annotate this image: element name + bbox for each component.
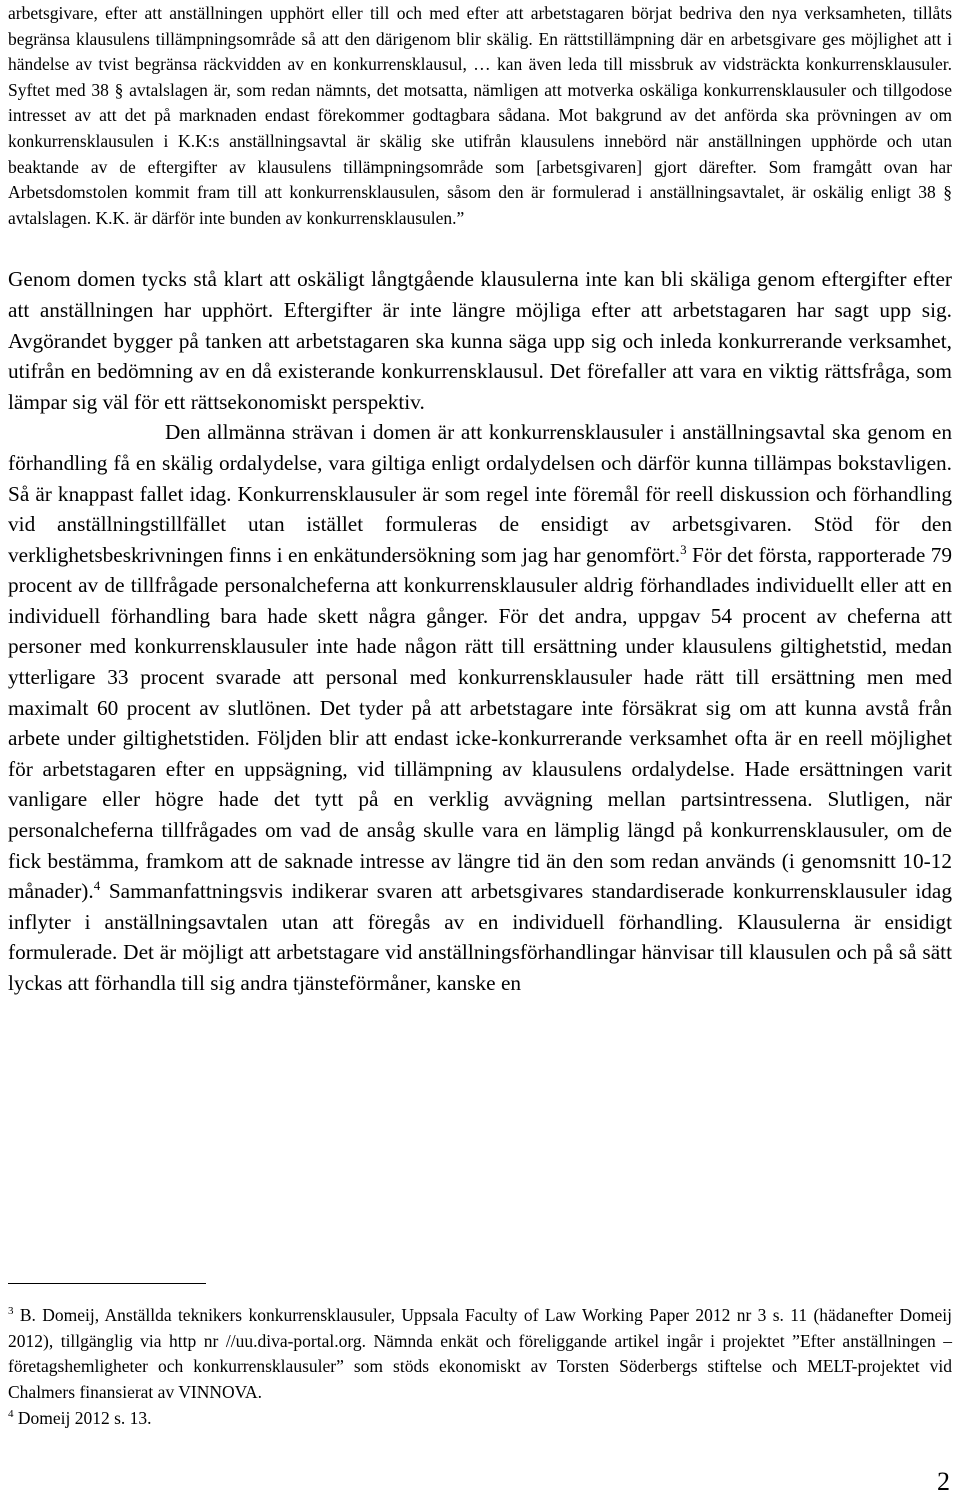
footnote-4-text: Domeij 2012 s. 13. <box>13 1407 152 1428</box>
footnote-separator <box>8 1283 206 1284</box>
paragraph-2 <box>8 417 952 998</box>
footnotes <box>8 1303 952 1432</box>
document-page <box>8 0 952 1496</box>
paragraph-1 <box>8 264 952 417</box>
paragraph-1-text: Genom domen tycks stå klart att oskäligt långtgående klausulerna inte kan bli skäliga genom eftergifter efter att anställningen har upphört. Eftergifter är inte längre möjliga efter att arbetstagaren har sagt upp sig. Avgörandet bygger på tanken att arbetstagaren ska kunna säga upp sig och inleda konkurrerande verksamhet, utifrån en bedömning av en då existerande konkurrensklausul. Det förefaller att vara en viktig rättsfråga, som lämpar sig väl för ett rättsekonomiskt perspektiv. <box>8 267 952 414</box>
paragraph-2-text-part-1: Den allmänna strävan i domen är att konkurrensklausuler i anställningsavtal ska genom en förhandling få en skälig ordalydelse, vara giltiga enligt ordalydelsen och därför kunna tillämpas bokstavligen. Så är knappast fallet idag. Konkurrensklausuler är som regel inte föremål för reell diskussion och förhandling vid anställningstillfället utan istället formuleras de ensidigt av arbetsgivaren. Stöd för den verklighetsbeskrivningen finns i en enkätundersökning som jag har genomfört. <box>8 420 952 567</box>
paragraph-2-text-part-2: För det första, rapporterade 79 procent av de tillfrågade personalcheferna att konkurrensklausuler aldrig förhandlades individuellt eller att en individuell förhandling bara hade skett några gånger. För det andra, uppgav 54 procent av cheferna att personer med konkurrensklausuler inte hade någon rätt till ersättning under klausulens giltighetstid, medan ytterligare 33 procent svarade att personal med konkurrensklausuler hade rätt till ersättning men med maximalt 60 procent av slutlönen. Det tyder på att arbetstagare inte försäkrat sig om att kunna avstå från arbete under giltighetstiden. Följden blir att endast icke-konkurrerande verksamhet ofta är en reell möjlighet för arbetstagaren efter en uppsägning, vid tillämpning av klausulens ordalydelse. Hade ersättningen varit vanligare eller högre hade det tytt på en verklig avvägning mellan partsintressena. Slutligen, när personalcheferna tillfrågades om vad de ansåg skulle vara en lämplig längd på konkurrensklausuler, om de fick bestämma, framkom att de saknade intresse av längre tid än den som redan används (i genomsnitt 10-12 månader). <box>8 542 952 904</box>
footnote-4 <box>8 1406 952 1432</box>
footnote-3-text: B. Domeij, Anställda teknikers konkurrensklausuler, Uppsala Faculty of Law Working Paper 2012 nr 3 s. 11 (hädanefter Domeij 2012), tillgänglig via http nr //uu.diva-portal.org. Nämnda enkät och föreliggande artikel ingår i projektet ”Efter anställningen – företagshemligheter och konkurrensklausuler” som stöds ekonomiskt av Torsten Söderbergs stiftelse och MELT-projektet vid Chalmers finansierat av VINNOVA. <box>8 1305 952 1403</box>
footnote-reference-4[interactable]: 4 <box>93 878 101 894</box>
paragraph-2-text-part-3: Sammanfattningsvis indikerar svaren att arbetsgivares standardiserade konkurrensklausuler idag inflyter i anställningsavtalen utan att föregås av en individuell förhandling. Klausulerna är ensidigt formulerade. Det är möjligt att arbetstagare vid anställningsförhandlingar hänvisar till klausulen och på så sätt lyckas att förhandla till sig andra tjänsteförmåner, kanske en <box>8 879 952 995</box>
page-number: 2 <box>937 1467 950 1496</box>
footnote-reference-3[interactable]: 3 <box>680 541 687 557</box>
footnote-3-number: 3 <box>8 1305 14 1317</box>
footnote-3 <box>8 1303 952 1406</box>
quote-text: arbetsgivare, efter att anställningen upphört eller till och med efter att arbetstagaren börjat bedriva den nya verksamheten, tillåts begränsa klausulens tillämpningsområde så att den därigenom blir skälig. En rättstillämpning där en arbetsgivare ges möjlighet att i händelse av tvist begränsa räckvidden av en konkurrensklausul, … kan även leda till missbruk av vidsträckta konkurrensklausuler. Syftet med 38 § avtalslagen är, som redan nämnts, det motsatta, nämligen att motverka oskäliga konkurrensklausuler och tillgodose intresset av att det på marknaden endast förekommer godtagbara sådana. Mot bakgrund av det anförda ska prövningen av om konkurrensklausulen i K.K:s anställningsavtal är skälig ske utifrån klausulens innebörd när anställningen upphörde och utan beaktande av de eftergifter av klausulens tillämpningsområde som [arbetsgivaren] gjort därefter. Som framgått ovan har Arbetsdomstolen kommit fram till att konkurrensklausulen, såsom den är formulerad i anställningsavtalet, är oskälig enligt 38 § avtalslagen. K.K. är därför inte bunden av konkurrensklausulen.” <box>8 3 952 228</box>
footnote-4-number: 4 <box>8 1407 14 1420</box>
block-quote <box>8 0 952 231</box>
